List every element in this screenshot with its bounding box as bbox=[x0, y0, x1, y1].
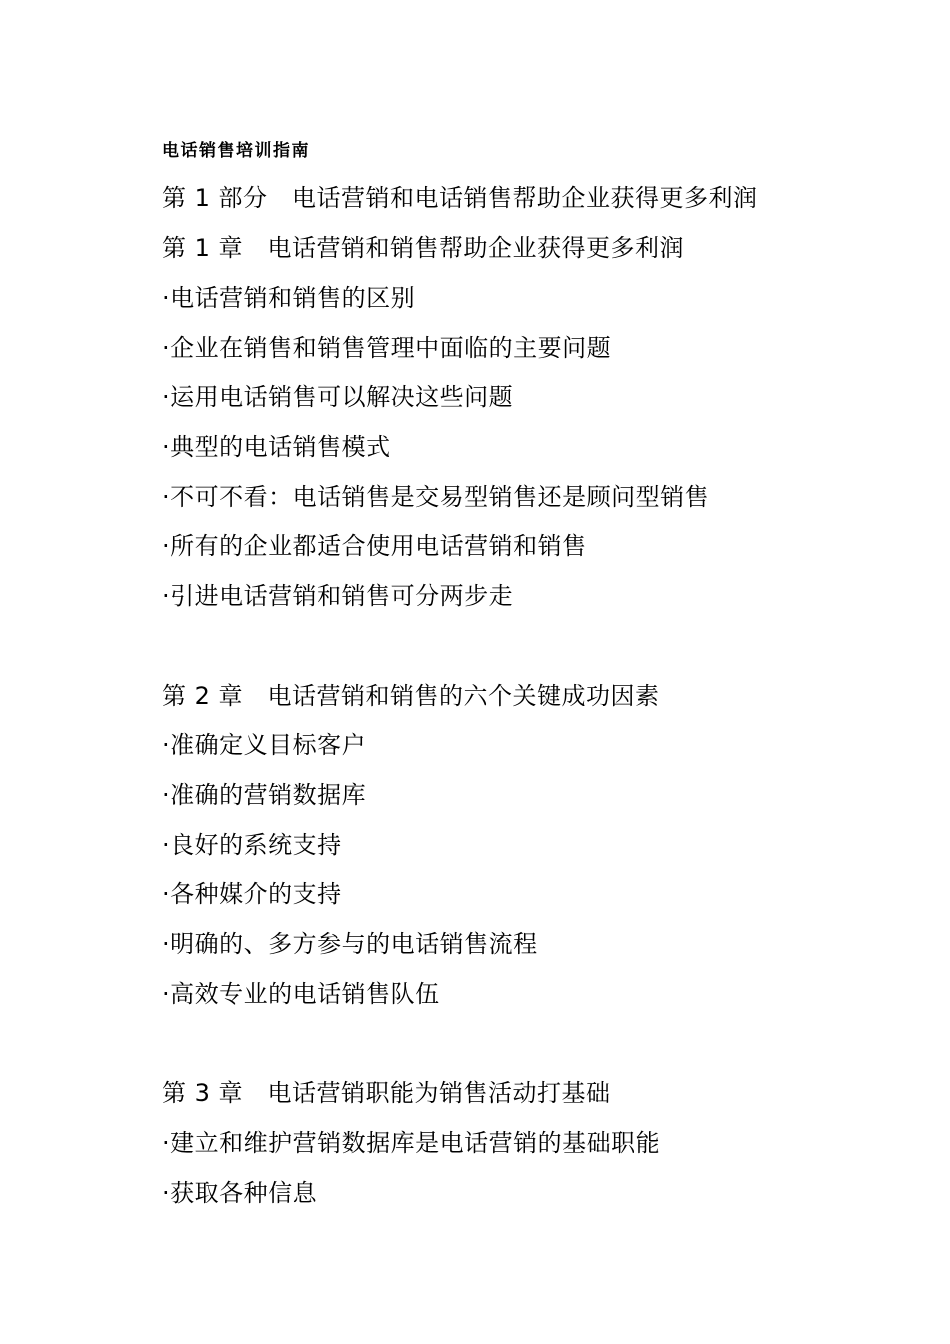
chapter-1-heading: 第 1 章 电话营销和销售帮助企业获得更多利润 bbox=[162, 234, 685, 262]
chapter-2-heading: 第 2 章 电话营销和销售的六个关键成功因素 bbox=[162, 682, 660, 710]
chapter-1-item: ·企业在销售和销售管理中面临的主要问题 bbox=[162, 334, 612, 362]
chapter-1-item: ·电话营销和销售的区别 bbox=[162, 284, 416, 312]
chapter-2-item: ·明确的、多方参与的电话销售流程 bbox=[162, 930, 538, 958]
chapter-2-item: ·各种媒介的支持 bbox=[162, 880, 342, 908]
chapter-2-item: ·准确的营销数据库 bbox=[162, 781, 367, 809]
chapter-1-item: ·引进电话营销和销售可分两步走 bbox=[162, 582, 514, 610]
chapter-1-item: ·典型的电话销售模式 bbox=[162, 433, 391, 461]
chapter-2-item: ·高效专业的电话销售队伍 bbox=[162, 980, 440, 1008]
document-title: 电话销售培训指南 bbox=[162, 141, 310, 161]
chapter-1-item: ·运用电话销售可以解决这些问题 bbox=[162, 383, 514, 411]
part-heading: 第 1 部分 电话营销和电话销售帮助企业获得更多利润 bbox=[162, 184, 758, 212]
chapter-2-item: ·良好的系统支持 bbox=[162, 831, 342, 859]
chapter-3-item: ·获取各种信息 bbox=[162, 1179, 318, 1207]
chapter-1-item: ·不可不看：电话销售是交易型销售还是顾问型销售 bbox=[162, 483, 710, 511]
chapter-2-item: ·准确定义目标客户 bbox=[162, 731, 367, 759]
chapter-1-item: ·所有的企业都适合使用电话营销和销售 bbox=[162, 532, 587, 560]
chapter-3-item: ·建立和维护营销数据库是电话营销的基础职能 bbox=[162, 1129, 661, 1157]
chapter-3-heading: 第 3 章 电话营销职能为销售活动打基础 bbox=[162, 1079, 611, 1107]
